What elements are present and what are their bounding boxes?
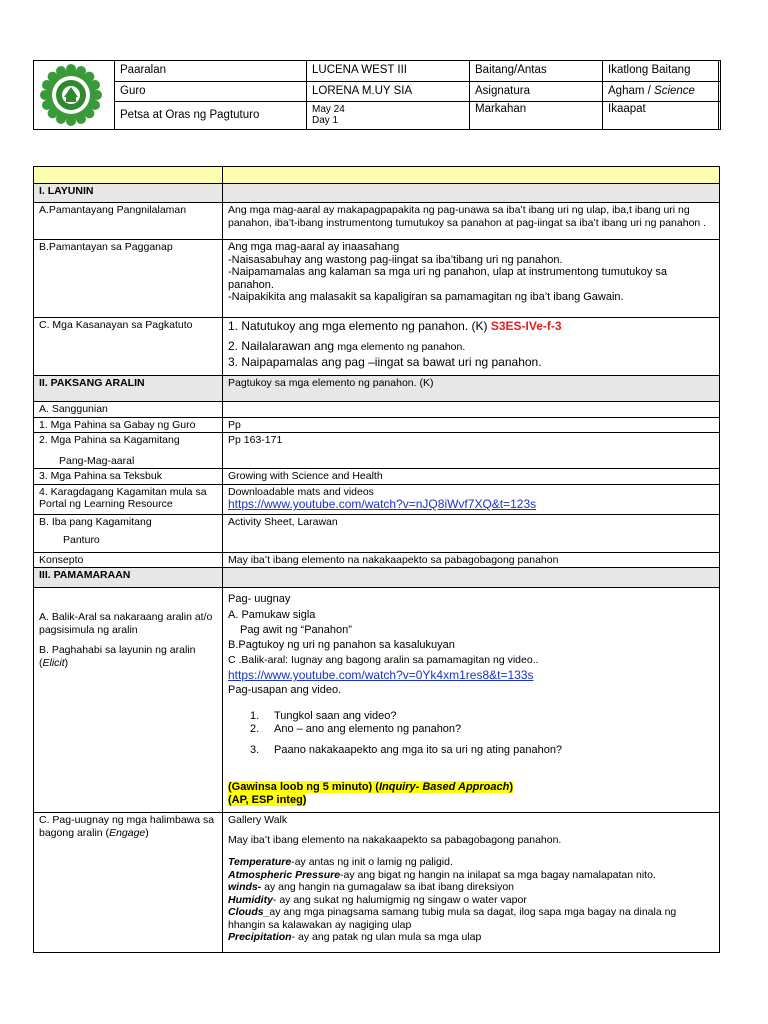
subject-label: Asignatura	[470, 81, 603, 102]
portal-label: 4. Karagdagang Kagamitan mula sa Portal ng Learning Resource	[34, 484, 223, 514]
gabay-label: 1. Mga Pahina sa Gabay ng Guro	[34, 417, 223, 433]
portal-value: Downloadable mats and videos https://www.youtube.com/watch?v=nJQ8iWvf7XQ&t=123s	[223, 484, 720, 514]
row-pagganap	[34, 240, 720, 318]
row-kagamitang	[34, 433, 720, 469]
header-row-date	[115, 102, 721, 130]
def-winds: winds- ay ang hangin na gumagalaw sa ibat ibang direksiyon	[228, 881, 515, 893]
teksbuk-label: 3. Mga Pahina sa Teksbuk	[34, 469, 223, 485]
quarter-label: Markahan	[470, 102, 603, 130]
teacher-label: Guro	[115, 81, 307, 102]
section-title-layunin: I. LAYUNIN	[34, 184, 223, 203]
pagganap-text: Ang mga mag-aaral ay inaasahang -Naisasabuhay ang wastong pag-iingat sa iba’tibang uri ng panahon. -Naipamamalas ang kalaman sa mga uri ng panahon, ulap at instrumentong tumutukoy sa panahon. -Naipakikita ang malasakit sa kapaligiran sa pamamagitan ng iba’t ibang Gawain.	[223, 240, 720, 318]
question-1: 1. Tungkol saan ang video?	[250, 710, 397, 722]
gabay-value: Pp	[223, 417, 720, 433]
pamantayang-label: A.Pamantayang Pangnilalaman	[34, 203, 223, 240]
row-portal	[34, 484, 720, 514]
def-precipitation: Precipitation- ay ang patak ng ulan mula sa mga ulap	[228, 931, 482, 943]
row-gabay	[34, 417, 720, 433]
def-pressure: Atmospheric Pressure-ay ang bigat ng hangin na inilapat sa mga bagay namalapatan nito.	[228, 868, 656, 881]
subject-value: Agham / Science	[603, 81, 721, 102]
grade-value: Ikatlong Baitang	[603, 61, 721, 82]
school-label: Paaralan	[115, 61, 307, 82]
section-title-paksa: II. PAKSANG ARALIN	[34, 376, 223, 402]
def-humidity: Humidity- ay ang sukat ng halumigmig ng singaw o water vapor	[228, 893, 527, 906]
balik-label: A. Balik-Aral sa nakaraang aralin at/o pagsisimula ng aralin B. Paghahabi sa layunin ng aralin (Elicit)	[34, 588, 223, 813]
section-pamamaraan	[34, 568, 720, 588]
sanggunian-label: A. Sanggunian	[34, 402, 223, 418]
pagganap-label: B.Pamantayan sa Pagganap	[34, 240, 223, 318]
school-seal-icon	[40, 64, 102, 126]
integration-note: (AP, ESP integ)	[228, 794, 307, 806]
question-3: 3. Paano nakakaapekto ang mga ito sa uri ng ating panahon?	[250, 744, 563, 756]
header-table	[114, 60, 721, 130]
kasanayan-text: 1. Natutukoy ang mga elemento ng panahon. (K) S3ES-IVe-f-3 2. Nailalarawan ang mga elemento ng panahon. 3. Naipapamalas ang pag –iingat sa bawat uri ng panahon.	[223, 318, 720, 376]
row-kasanayan	[34, 318, 720, 376]
pamantayang-text: Ang mga mag-aaral ay makapagpapakita ng pag-unawa sa iba’t ibang uri ng ulap, iba,t ibang uri ng panahon, iba’t-ibang instrumentong tumutukoy sa panahon at pag-iingat sa iba’t ibang uri ng panahon .	[223, 203, 720, 240]
engage-label: C. Pag-uugnay ng mga halimbawa sa bagong aralin (Engage)	[34, 813, 223, 953]
row-sanggunian	[34, 402, 720, 418]
section-paksa	[34, 376, 720, 402]
iba-pang-value: Activity Sheet, Larawan	[223, 514, 720, 552]
row-pamantayang	[34, 203, 720, 240]
def-temperature: Temperature-ay antas ng init o lamig ng paligid.	[228, 856, 453, 868]
konsepto-label: Konsepto	[34, 552, 223, 568]
section-title-pamamaraan: III. PAMAMARAAN	[34, 568, 223, 588]
balik-video-link[interactable]: https://www.youtube.com/watch?v=0Yk4xm1res8&t=133s	[228, 668, 534, 682]
header-row-school	[115, 61, 721, 82]
row-teksbuk	[34, 469, 720, 485]
konsepto-value: May iba’t ibang elemento na nakakaapekto sa pabagobagong panahon	[223, 552, 720, 568]
grade-label: Baitang/Antas	[470, 61, 603, 82]
row-iba-pang	[34, 514, 720, 552]
header-row-teacher	[115, 81, 721, 102]
paksa-text: Pagtukoy sa mga elemento ng panahon. (K)	[223, 376, 720, 402]
question-2: 2. Ano – ano ang elemento ng panahon?	[250, 723, 462, 735]
iba-pang-label: B. Iba pang Kagamitang Panturo	[34, 514, 223, 552]
lesson-plan-table	[33, 166, 720, 953]
kasanayan-label: C. Mga Kasanayan sa Pagkatuto	[34, 318, 223, 376]
yellow-header-row	[34, 167, 720, 184]
school-value: LUCENA WEST III	[307, 61, 470, 82]
portal-video-link[interactable]: https://www.youtube.com/watch?v=nJQ8iWvf7XQ&t=123s	[228, 497, 537, 511]
section-layunin	[34, 184, 720, 203]
date-label: Petsa at Oras ng Pagtuturo	[115, 102, 307, 130]
kagamitang-label: 2. Mga Pahina sa Kagamitang Pang-Mag-aaral	[34, 433, 223, 469]
teacher-value: LORENA M.UY SIA	[307, 81, 470, 102]
row-balik-aral	[34, 588, 720, 813]
row-engage	[34, 813, 720, 953]
row-konsepto	[34, 552, 720, 568]
time-note: (Gawinsa loob ng 5 minuto) (Inquiry- Based Approach)	[228, 781, 514, 793]
kagamitang-value: Pp 163-171	[223, 433, 720, 469]
def-clouds: Clouds_ay ang mga pinagsama samang tubig mula sa dagat, ilog sapa mga bagay na dinala ng hhangin sa kalawakan ay nagiging ulap	[228, 906, 677, 931]
competency-code: S3ES-IVe-f-3	[490, 319, 562, 333]
engage-content: Gallery Walk May iba’t ibang elemento na nakakaapekto sa pabagobagong panahon. Temperature-ay antas ng init o lamig ng paligid. Atmospheric Pressure-ay ang bigat ng hangin na inilapat sa mga bagay namalapatan nito. winds- ay ang hangin na gumagalaw sa ibat ibang direksiyon Humidity- ay ang sukat ng halumigmig ng singaw o water vapor Clouds_ay ang mga pinagsama samang tubig mula sa dagat, ilog sapa mga bagay na dinala ng hhangin sa kalawakan ay nagiging ulap Precipitation- ay ang patak ng ulan mula sa mga ulap	[223, 813, 720, 953]
date-value: May 24 Day 1	[307, 102, 470, 130]
balik-content: Pag- uugnay A. Pamukaw sigla Pag awit ng “Panahon” B.Pagtukoy ng uri ng panahon sa kasalukuyan C .Balik-aral: Iugnay ang bagong aralin sa pamamagitan ng video.. https://www.youtube.com/watch?v=0Yk4xm1res8&t=133s Pag-usapan ang video. 1. Tungkol saan ang video? 2. Ano – ano ang elemento ng panahon? 3. Paano nakakaapekto ang mga ito sa uri ng ating panahon? (Gawinsa loob ng 5 minuto) (Inquiry- Based Approach) (AP, ESP integ)	[223, 588, 720, 813]
teksbuk-value: Growing with Science and Health	[223, 469, 720, 485]
quarter-value: Ikaapat	[603, 102, 721, 130]
